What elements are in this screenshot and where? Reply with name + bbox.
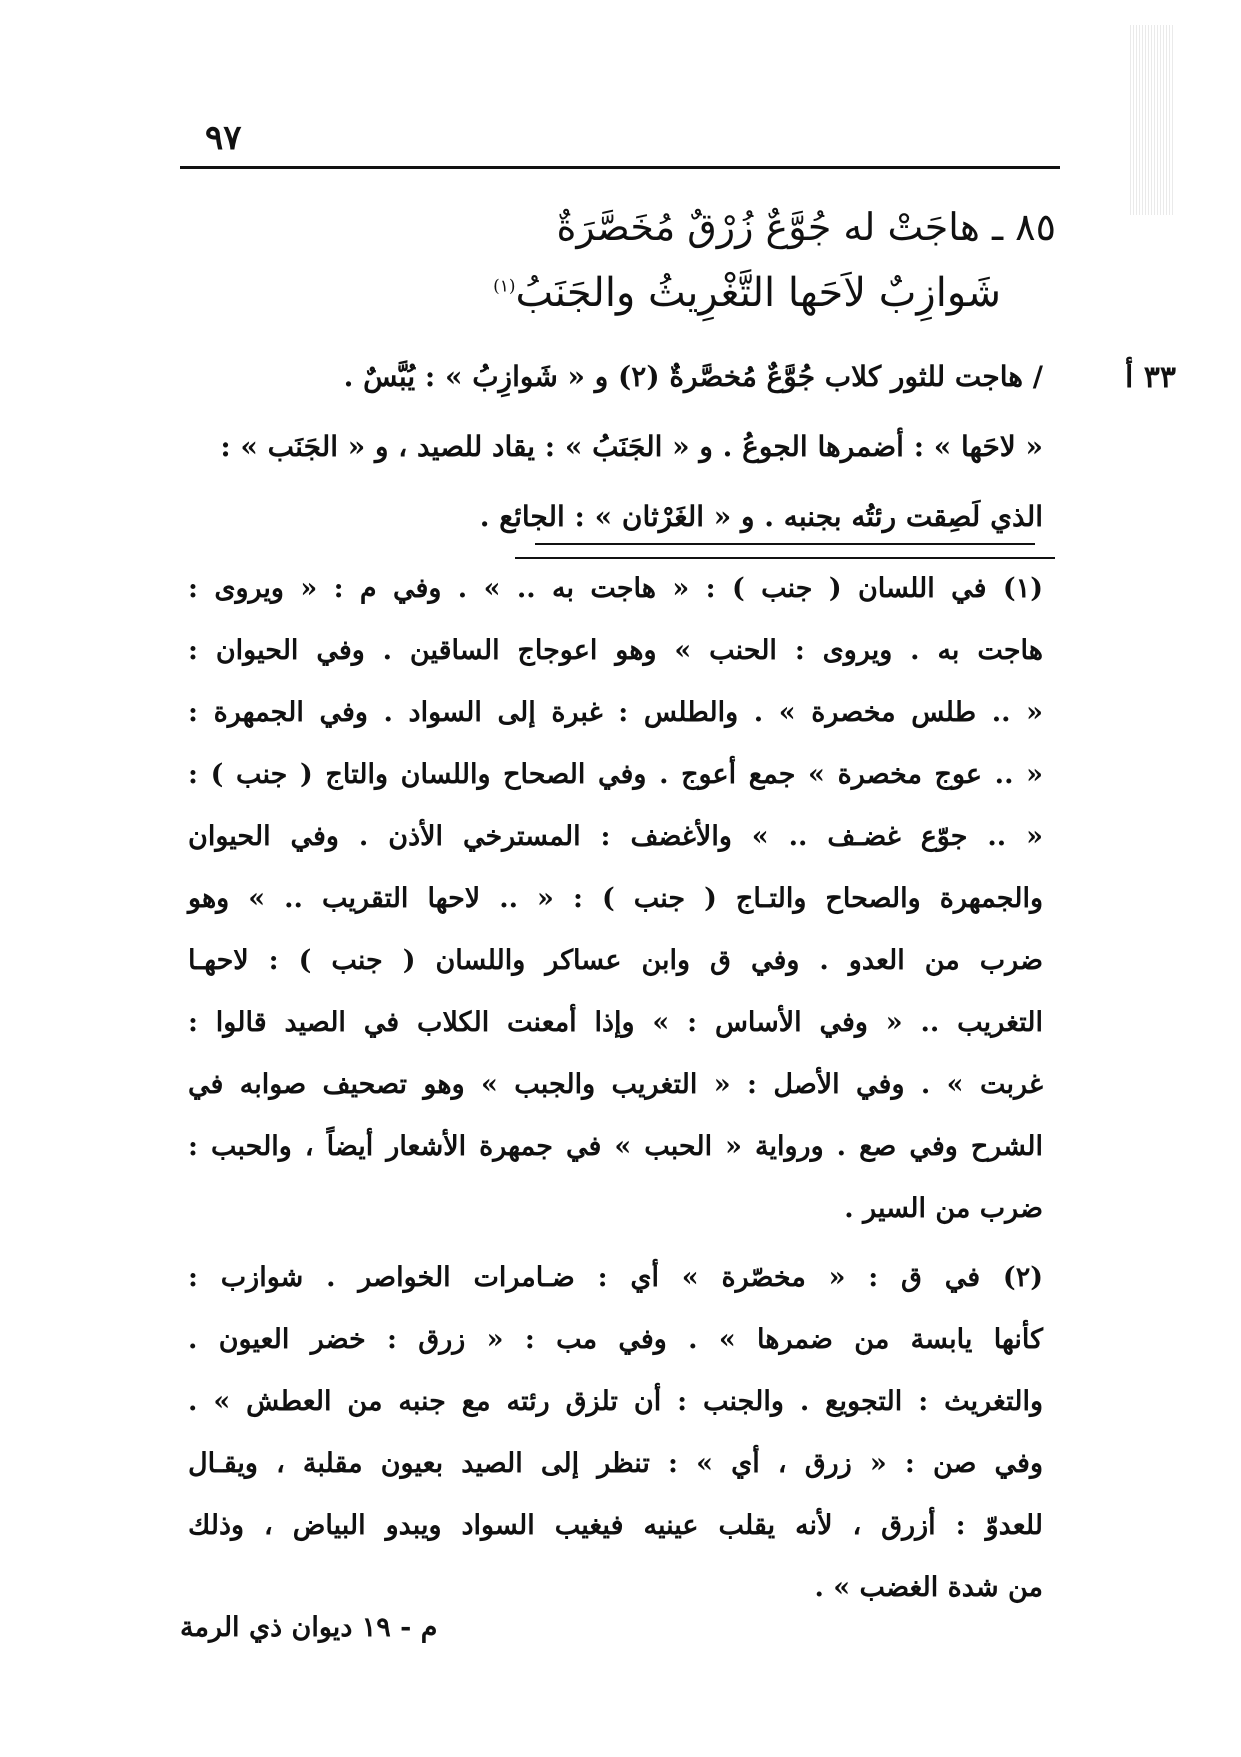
- footnote-line: ضرب من السير .: [844, 1193, 1043, 1224]
- footnote-line: « .. جوّع غضـف .. » والأغضف : المسترخي الأذن . وفي الحيوان: [188, 821, 1043, 852]
- page-footer: م - ١٩ ديوان ذي الرمة: [180, 1612, 438, 1643]
- footnote-line: ضرب من العدو . وفي ق وابن عساكر واللسان ( جنب ) : لاحهـا: [188, 945, 1043, 976]
- footnote-marker: (١): [493, 276, 516, 297]
- scan-edge-artifact: [1130, 25, 1175, 215]
- footnote-line: والتغريث : التجويع . والجنب : أن تلزق رئته مع جنبه من العطش » .: [188, 1386, 1043, 1417]
- page-number: ٩٧: [205, 118, 242, 158]
- verse-line-1: [256, 205, 1056, 249]
- footnote-line: من شدة الغضب » .: [814, 1572, 1043, 1603]
- verse-line-2: [301, 270, 1001, 316]
- verse-line-2-text: شَوازِبٌ لاَحَها التَّغْرِيثُ والجَنَبُ: [515, 270, 1001, 316]
- footnote-line: والجمهرة والصحاح والتـاج ( جنب ) : « .. لاحها التقريب .. » وهو: [188, 883, 1043, 914]
- gloss-underline: [535, 543, 1035, 545]
- header-rule: [180, 166, 1060, 169]
- gloss-line-2: « لاحَها » : أضمرها الجوعُ . و « الجَنَبُ » : يقاد للصيد ، و « الجَنَب » :: [220, 430, 1043, 463]
- footnote-line: وفي صن : « زرق ، أي » : تنظر إلى الصيد بعيون مقلبة ، ويقـال: [188, 1448, 1043, 1479]
- gloss-line-1: / هاجت للثور كلاب جُوَّعٌ مُخصَّرةٌ (٢) و « شَوازِبُ » : يُبَّسٌ .: [343, 360, 1043, 393]
- footnote-line: غربت » . وفي الأصل : « التغريب والجبب » وهو تصحيف صوابه في: [188, 1069, 1043, 1100]
- manuscript-folio-note: ٣٣ أ: [1125, 360, 1177, 395]
- footnote-line: للعدوّ : أزرق ، لأنه يقلب عينيه فيغيب السواد ويبدو البياض ، وذلك: [188, 1510, 1043, 1541]
- footnote-line: « .. طلس مخصرة » . والطلس : غبرة إلى السواد . وفي الجمهرة :: [188, 697, 1043, 728]
- footnote-line: (٢) في ق : « مخصّرة » أي : ضـامرات الخواصر . شوازب :: [188, 1262, 1043, 1293]
- footnote-line: « .. عوج مخصرة » جمع أعوج . وفي الصحاح واللسان والتاج ( جنب ) :: [188, 759, 1043, 790]
- verse-line-1-text: ٨٥ ـ هاجَتْ له جُوَّعٌ زُرْقٌ مُخَصَّرَةٌ: [556, 205, 1056, 249]
- footnote-line: هاجت به . ويروى : الحنب » وهو اعوجاج الساقين . وفي الحيوان :: [188, 635, 1043, 666]
- footnote-line: التغريب .. « وفي الأساس : » وإذا أمعنت الكلاب في الصيد قالوا :: [188, 1007, 1043, 1038]
- footnote-line: الشرح وفي صع . ورواية « الحبب » في جمهرة الأشعار أيضاً ، والحبب :: [188, 1131, 1043, 1162]
- gloss-line-3: الذي لَصِقت رئتُه بجنبه . و « الغَرْثان » : الجائع .: [479, 500, 1043, 533]
- footnotes-separator: [515, 557, 1055, 559]
- footnote-line: كأنها يابسة من ضمرها » . وفي مب : « زرق : خضر العيون .: [188, 1324, 1043, 1355]
- footnote-line: (١) في اللسان ( جنب ) : « هاجت به .. » . وفي م : « ويروى :: [188, 573, 1043, 604]
